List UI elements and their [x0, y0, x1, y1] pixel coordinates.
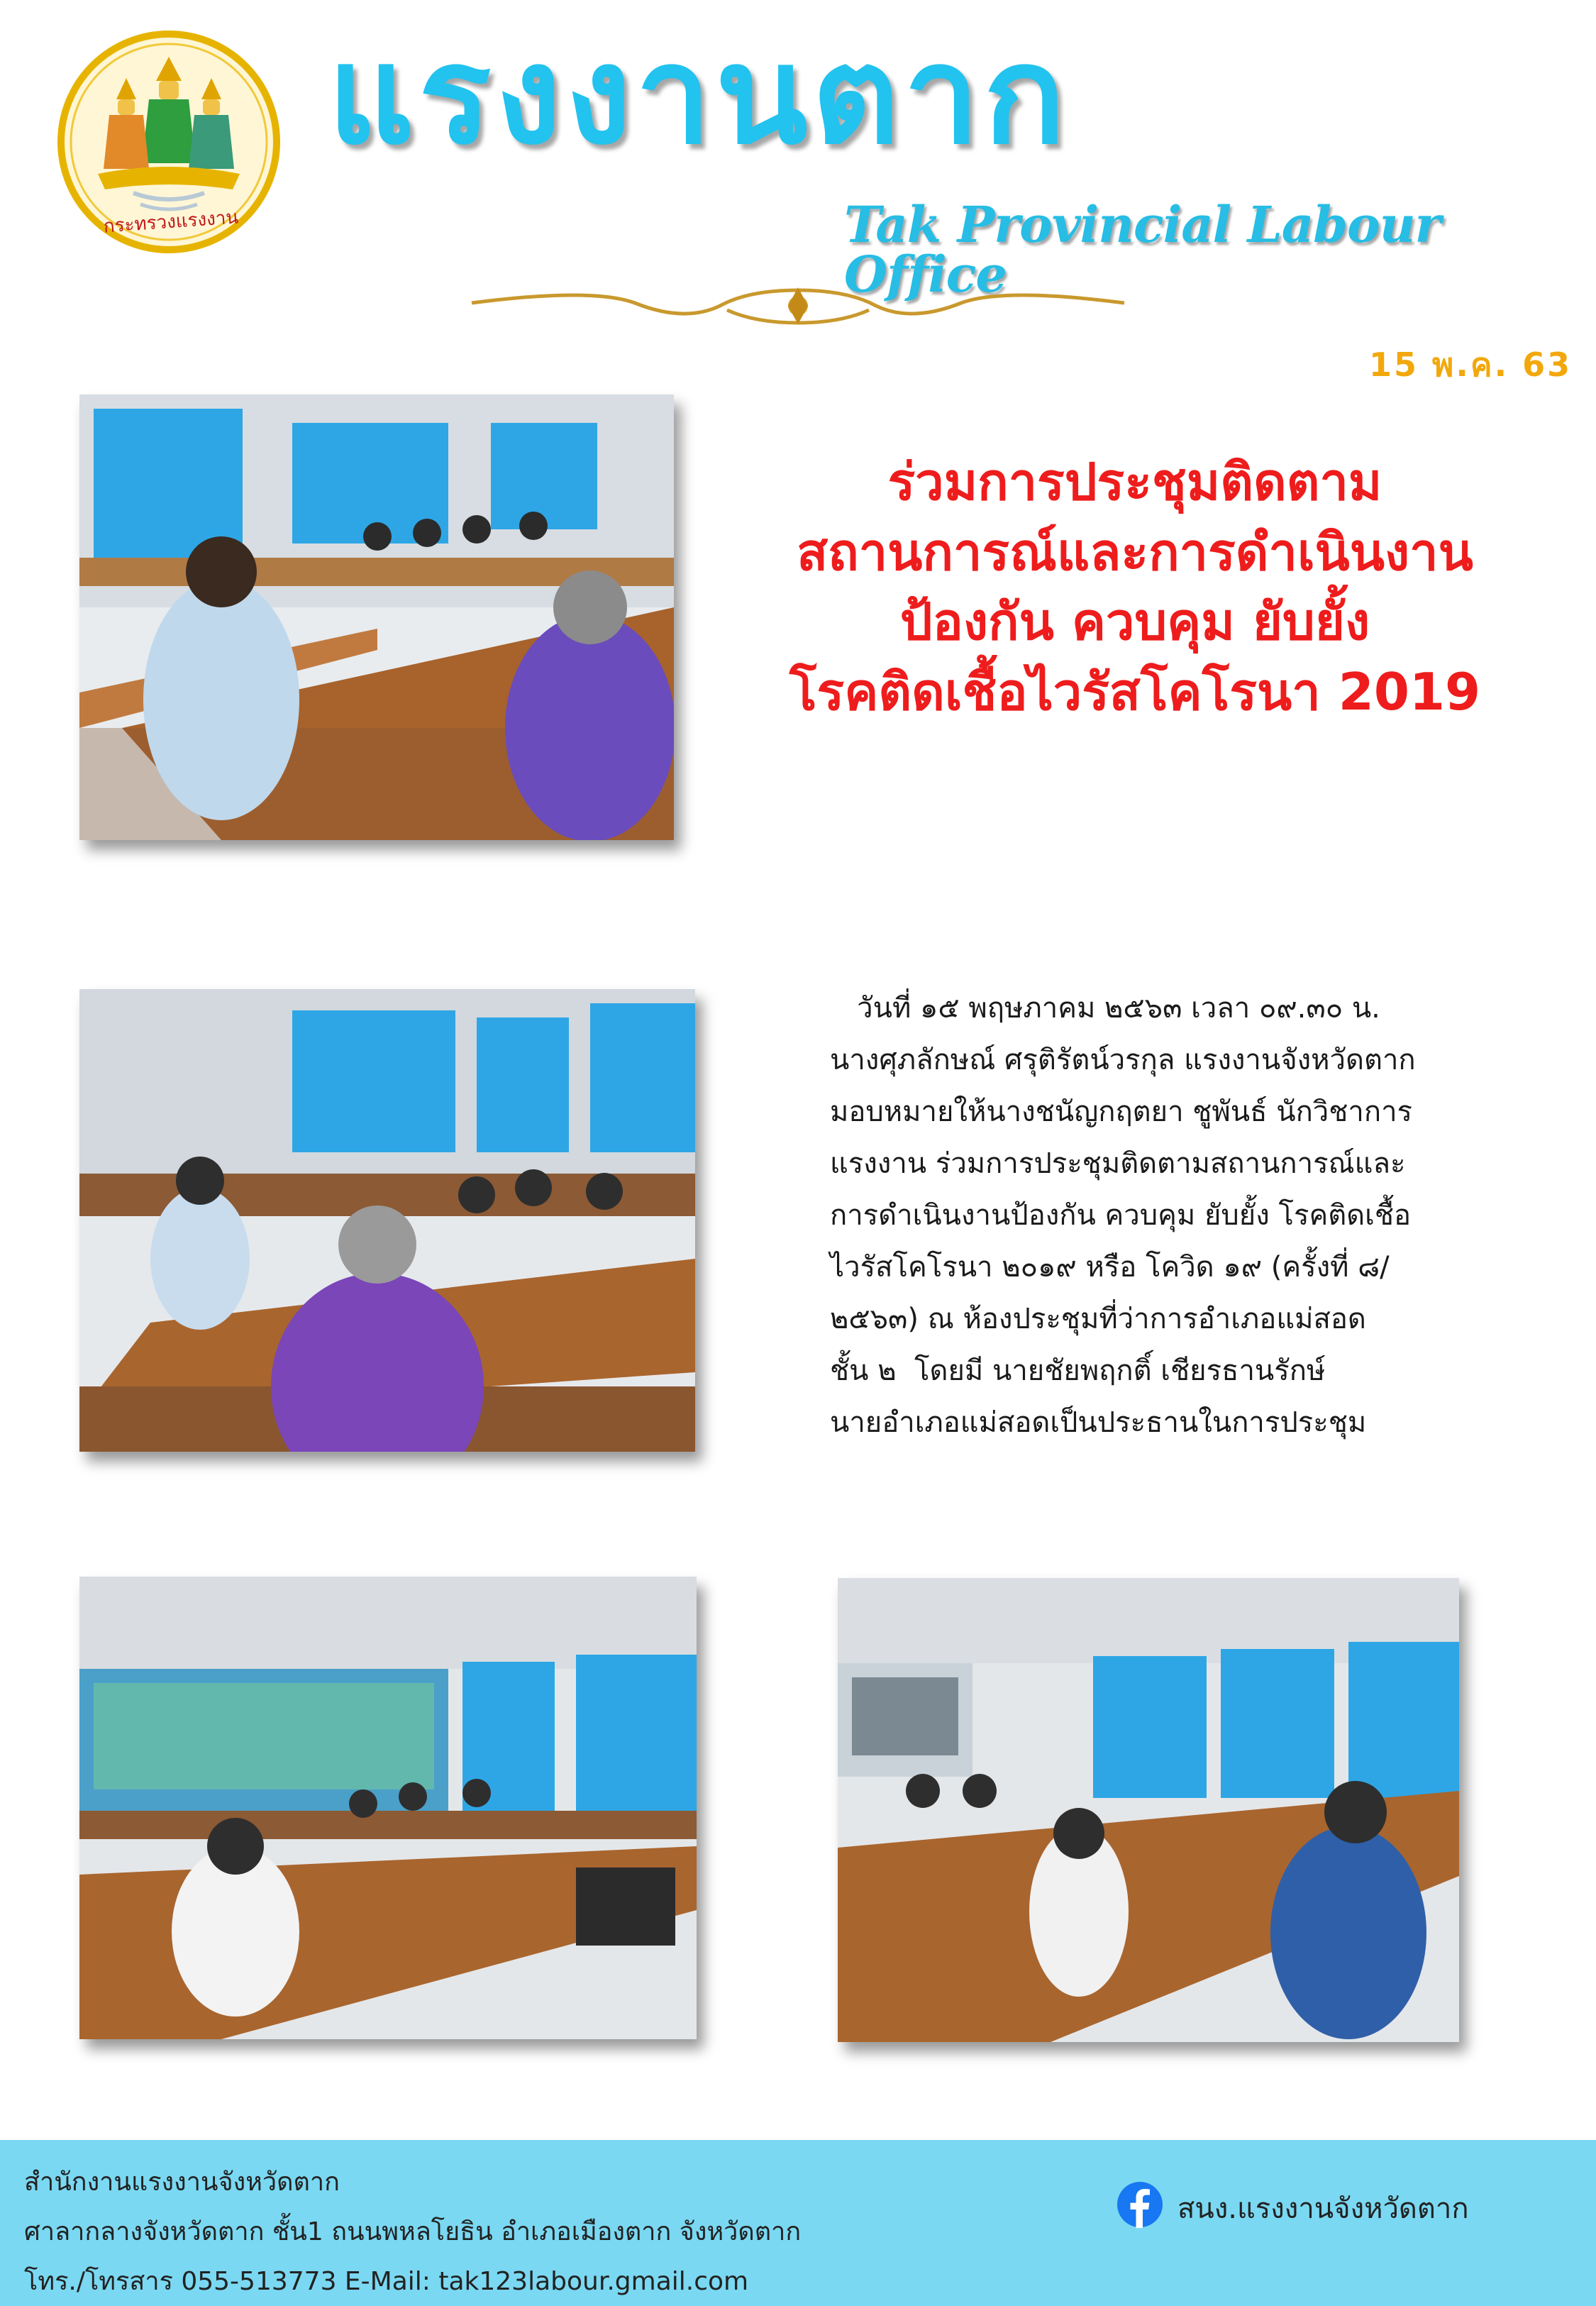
- headline-line: ร่วมการประชุมติดตาม: [887, 452, 1382, 512]
- meeting-photo-3: [79, 1577, 697, 2039]
- ministry-of-labour-logo: [55, 28, 282, 255]
- logo-caption: กระทรวงแรงงาน: [102, 206, 240, 238]
- page-subtitle: Tak Provincial Labour Office: [844, 195, 1441, 304]
- footer-contact: โทร./โทรสาร 055-513773 E-Mail: tak123labour.gmail.com: [24, 2267, 749, 2296]
- meeting-photo-4: [838, 1578, 1459, 2042]
- body-line: ๒๕๖๓) ณ ห้องประชุมที่ว่าการอำเภอแม่สอด: [830, 1303, 1366, 1335]
- body-line: มอบหมายให้นางชนัญกฤตยา ชูพันธ์ นักวิชาการ: [830, 1096, 1413, 1128]
- article-body: [830, 983, 1454, 1449]
- headline-line: สถานการณ์และการดำเนินงาน: [797, 522, 1473, 582]
- body-line: แรงงาน ร่วมการประชุมติดตามสถานการณ์และ: [830, 1147, 1406, 1180]
- facebook-icon[interactable]: [1116, 2181, 1163, 2228]
- headline-line: โรคติดเชื้อไวรัสโคโรนา 2019: [789, 661, 1481, 722]
- headline: [709, 447, 1561, 727]
- page-title: แรงงานตาก: [328, 17, 1070, 174]
- body-line: นางศุภลักษณ์ ศรุติรัตน์วรกุล แรงงานจังหวัดตาก: [830, 1044, 1416, 1076]
- body-line: วันที่ ๑๕ พฤษภาคม ๒๕๖๓ เวลา ๐๙.๓๐ น.: [830, 992, 1380, 1025]
- ornamental-divider: [0, 280, 1596, 330]
- facebook-page-link[interactable]: สนง.แรงงานจังหวัดตาก: [1177, 2192, 1469, 2225]
- body-line: ไวรัสโคโรนา ๒๐๑๙ หรือ โควิด ๑๙ (ครั้งที่ ๘/: [830, 1251, 1390, 1284]
- body-line: ชั้น ๒ โดยมี นายชัยพฤกติ์ เชียรธานรักษ์: [830, 1355, 1326, 1387]
- publication-date: 15 พ.ค. 63: [1369, 346, 1573, 384]
- body-line: นายอำเภอแม่สอดเป็นประธานในการประชุม: [830, 1406, 1367, 1439]
- meeting-photo-1: [79, 395, 674, 840]
- footer-office-name: สำนักงานแรงงานจังหวัดตาก: [24, 2168, 340, 2197]
- meeting-photo-2: [79, 989, 695, 1452]
- body-line: การดำเนินงานป้องกัน ควบคุม ยับยั้ง โรคติดเชื้อ: [830, 1199, 1412, 1232]
- footer-address: ศาลากลางจังหวัดตาก ชั้น1 ถนนพหลโยธิน อำเภอเมืองตาก จังหวัดตาก: [24, 2217, 802, 2246]
- headline-line: ป้องกัน ควบคุม ยับยั้ง: [899, 592, 1370, 652]
